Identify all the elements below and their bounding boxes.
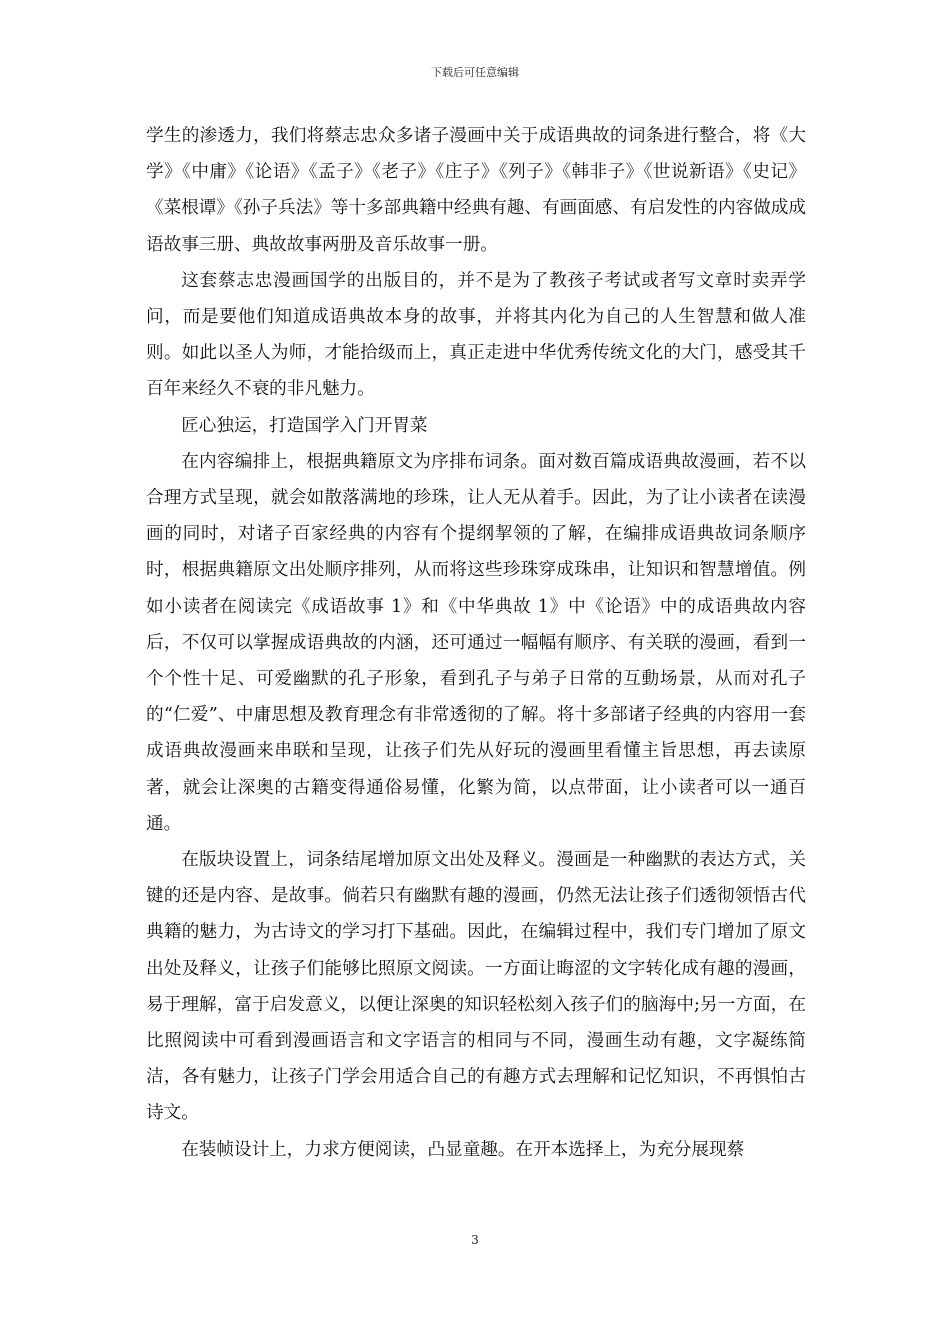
page-header: 下载后可任意编辑 xyxy=(431,66,519,79)
paragraph-binding-design: 在装帧设计上，力求方便阅读，凸显童趣。在开本选择上，为充分展现蔡 xyxy=(181,1139,745,1160)
paragraph-publishing-purpose: 这套蔡志忠漫画国学的出版目的，并不是为了教孩子考试或者写文章时卖弄学问，而是要他们知道成语典故本身的故事，并将其内化为自己的人生智慧和做人准则。如此以圣人为师，才能拾级而上，真正走进中华优秀传统文化的大门，感受其千百年来经久不衰的非凡魅力。 xyxy=(146,270,806,400)
section-heading: 匠心独运，打造国学入门开胃菜 xyxy=(181,415,428,436)
page-number: 3 xyxy=(471,1233,479,1247)
document-body xyxy=(146,118,806,1168)
paragraph-continued: 学生的渗透力，我们将蔡志忠众多诸子漫画中关于成语典故的词条进行整合，将《大学》《中庸》《论语》《孟子》《老子》《庄子》《列子》《韩非子》《世说新语》《史记》《菜根谭》《孙子兵法》等十多部典籍中经典有趣、有画面感、有启发性的内容做成成语故事三册、典故故事两册及音乐故事一册。 xyxy=(146,126,806,255)
paragraph-section-setup: 在版块设置上，词条结尾增加原文出处及释义。漫画是一种幽默的表达方式，关键的还是内容、是故事。倘若只有幽默有趣的漫画，仍然无法让孩子们透彻领悟古代典籍的魅力，为古诗文的学习打下基础。因此，在编辑过程中，我们专门增加了原文出处及释义，让孩子们能够比照原文阅读。一方面让晦涩的文字转化成有趣的漫画，易于理解，富于启发意义，以便让深奥的知识轻松刻入孩子们的脑海中;另一方面，在比照阅读中可看到漫画语言和文字语言的相同与不同，漫画生动有趣，文字凝练简洁，各有魅力，让孩子门学会用适合自己的有趣方式去理解和记忆知识，不再惧怕古诗文。 xyxy=(146,850,806,1124)
paragraph-content-arrangement: 在内容编排上，根据典籍原文为序排布词条。面对数百篇成语典故漫画，若不以合理方式呈现，就会如散落满地的珍珠，让人无从着手。因此，为了让小读者在读漫画的同时，对诸子百家经典的内容有个提纲挈领的了解，在编排成语典故词条顺序时，根据典籍原文出处顺序排列，从而将这些珍珠穿成珠串，让知识和智慧增值。例如小读者在阅读完《成语故事 1》和《中华典故 1》中《论语》中的成语典故内容后，不仅可以掌握成语典故的内涵，还可通过一幅幅有顺序、有关联的漫画，看到一个个性十足、可爱幽默的孔子形象，看到孔子与弟子日常的互動场景，从而对孔子的“仁爱”、中庸思想及教育理念有非常透彻的了解。将十多部诸子经典的内容用一套成语典故漫画来串联和呈现，让孩子们先从好玩的漫画里看懂主旨思想，再去读原著，就会让深奥的古籍变得通俗易懂，化繁为简，以点带面，让小读者可以一通百通。 xyxy=(146,451,806,834)
